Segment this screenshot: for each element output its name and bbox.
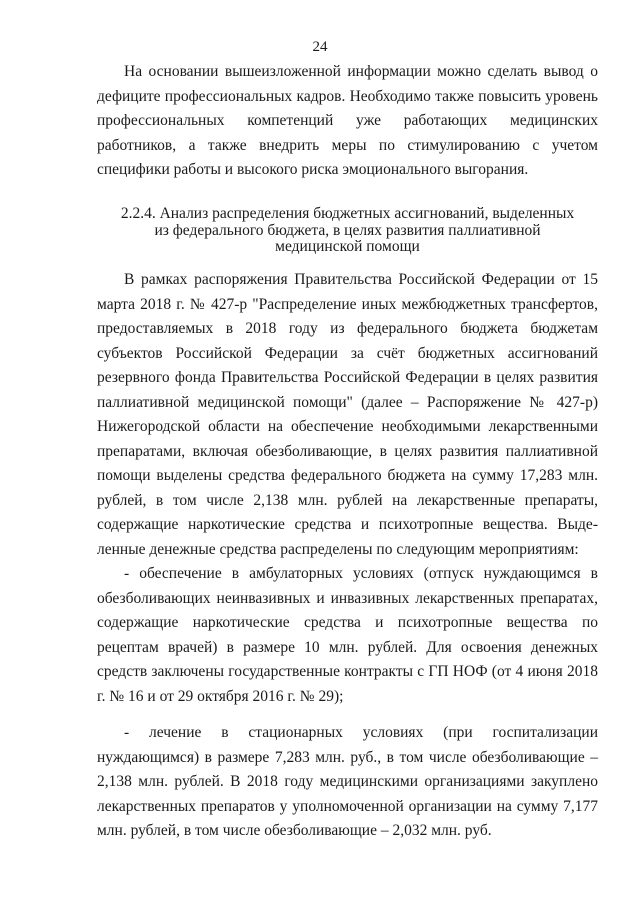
main-section (97, 268, 598, 844)
paragraph-budget-allocation: В рамках распоряжения Правительства Российской Федерации от 15 марта 2018 г. № 427-р "Распределение иных межбюджетных трансфертов, предоставляемых в 2018 году из федерального бюджета бюджетам субъектов Российской Федерации за счёт бюджетных ассигнований резервного фонда Правительства Российской Федерации в целях развития паллиативной медицинской помощи" (далее – Распоряжение № 427-р) Нижегородской области на обеспечение необходимыми лекарственными препаратами, включая обезболивающие, в целях развития паллиативной помощи выделены средства федерального бюджета на сумму 17,283 млн. рублей, в том числе 2,138 млн. рублей на лекарственные препараты, содержащие наркотические средства и психотропные вещества. Выделенные денежные средства распределены по следующим мероприятиям: (97, 271, 598, 558)
page-number: 24 (312, 39, 328, 55)
paragraph-inpatient-item: - лечение в стационарных условиях (при госпитализации нуждающимся) в размере 7,283 млн. руб., в том числе обезболивающие – 2,138 млн. рублей. В 2018 году медицинскими организациями закуплено лекарственных препаратов у уполномоченной организации на сумму 7,177 млн. рублей, в том числе обезболивающие – 2,032 млн. руб. (97, 724, 598, 839)
section-heading-line-1: 2.2.4. Анализ распределения бюджетных ассигнований, выделенных (120, 205, 575, 222)
intro-section (97, 60, 598, 183)
section-heading (97, 206, 598, 256)
section-heading-line-2: из федерального бюджета, в целях развития паллиативной (154, 221, 541, 239)
intro-paragraph: На основании вышеизложенной информации можно сделать вывод о дефиците профессиональных кадров. Необходимо также повысить уровень профессиональных компетенций уже работающих медицинских работников, а также внедрить меры по стимулированию с учетом специфики работы и высокого риска эмоционального выгорания. (97, 63, 598, 178)
section-heading-line-3: медицинской помощи (275, 238, 420, 255)
paragraph-outpatient-item: - обеспечение в амбулаторных условиях (отпуск нуждающимся в обезболивающих неинвазивных и инвазивных лекарственных препаратах, содержащие наркотические средства и психотропные вещества по рецептам врачей) в размере 10 млн. рублей. Для освоения денежных средств заключены государственные контракты с ГП НОФ (от 4 июня 2018 г. № 16 и от 29 октября 2016 г. № 29); (97, 565, 598, 705)
